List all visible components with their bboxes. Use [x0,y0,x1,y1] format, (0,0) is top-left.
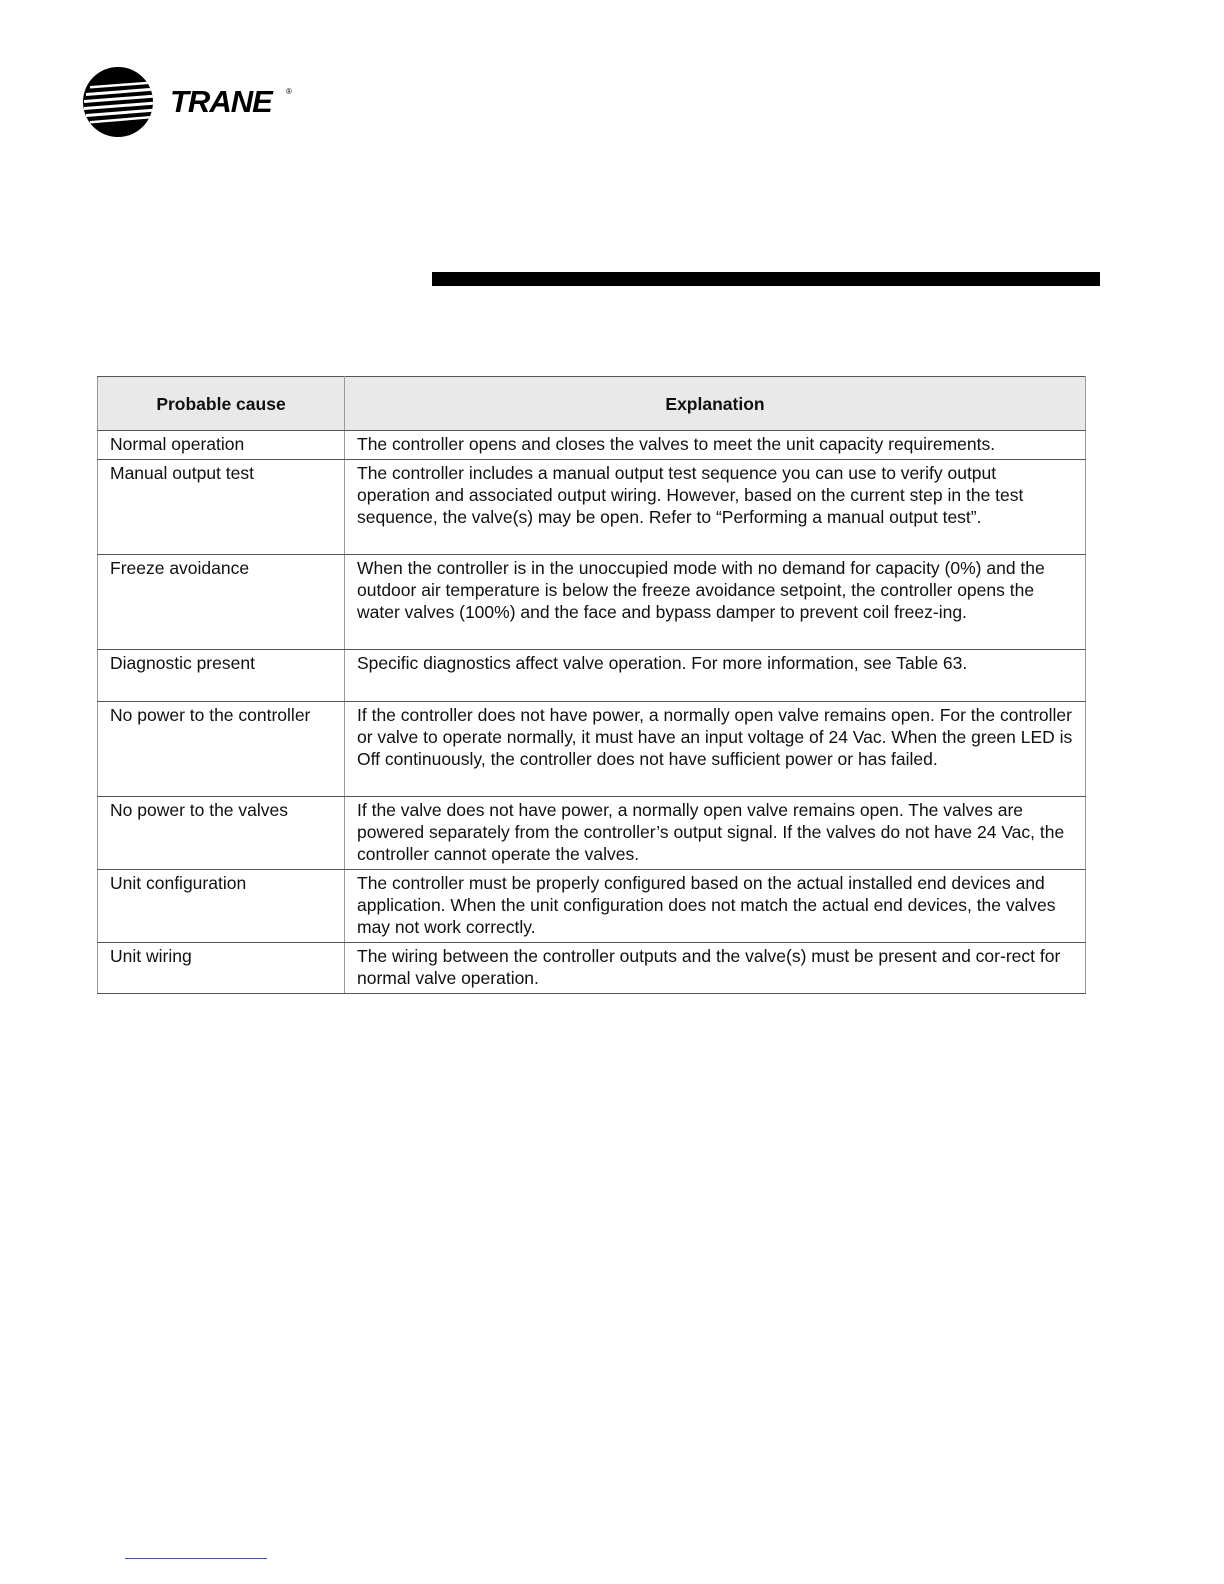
cause-cell: Unit configuration [98,870,345,943]
table-row [98,555,1086,650]
section-rule [432,272,1100,286]
table-row [98,797,1086,870]
registered-mark: ® [286,87,292,96]
explanation-cell: If the valve does not have power, a normally open valve remains open. The valves are powered separately from the controller’s output signal. If the valves do not have 24 Vac, the controller cannot operate the valves. [345,797,1086,870]
table-header-row [98,377,1086,431]
trane-logo [82,66,312,140]
cause-cell: Manual output test [98,460,345,555]
brand-wordmark: TRANE [170,84,272,119]
table-row [98,431,1086,460]
cause-cell: No power to the valves [98,797,345,870]
table-row [98,870,1086,943]
cause-cell: Diagnostic present [98,650,345,702]
explanation-cell: If the controller does not have power, a normally open valve remains open. For the controller or valve to operate normally, it must have an input voltage of 24 Vac. When the green LED is Off continuously, the controller does not have sufficient power or has failed. [345,702,1086,797]
explanation-cell: Specific diagnostics affect valve operation. For more information, see Table 63. [345,650,1086,702]
cause-cell: Unit wiring [98,943,345,994]
table-row [98,702,1086,797]
table-row [98,460,1086,555]
cause-cell: Normal operation [98,431,345,460]
cause-cell: No power to the controller [98,702,345,797]
cause-cell: Freeze avoidance [98,555,345,650]
explanation-cell: The controller includes a manual output test sequence you can use to verify output operation and associated output wiring. However, based on the current step in the test sequence, the valve(s) may be open. Refer to “Performing a manual output test”. [345,460,1086,555]
header-explanation: Explanation [345,377,1086,431]
header-probable-cause: Probable cause [98,377,345,431]
table-row [98,650,1086,702]
explanation-cell: The controller must be properly configured based on the actual installed end devices and application. When the unit configuration does not match the actual end devices, the valves may not work correctly. [345,870,1086,943]
probable-cause-table [97,376,1085,994]
explanation-cell: The wiring between the controller outputs and the valve(s) must be present and cor-rect for normal valve operation. [345,943,1086,994]
footer-link-underline[interactable] [125,1558,267,1559]
explanation-cell: The controller opens and closes the valves to meet the unit capacity requirements. [345,431,1086,460]
explanation-cell: When the controller is in the unoccupied mode with no demand for capacity (0%) and the outdoor air temperature is below the freeze avoidance setpoint, the controller opens the water valves (100%) and the face and bypass damper to prevent coil freez-ing. [345,555,1086,650]
table-row [98,943,1086,994]
